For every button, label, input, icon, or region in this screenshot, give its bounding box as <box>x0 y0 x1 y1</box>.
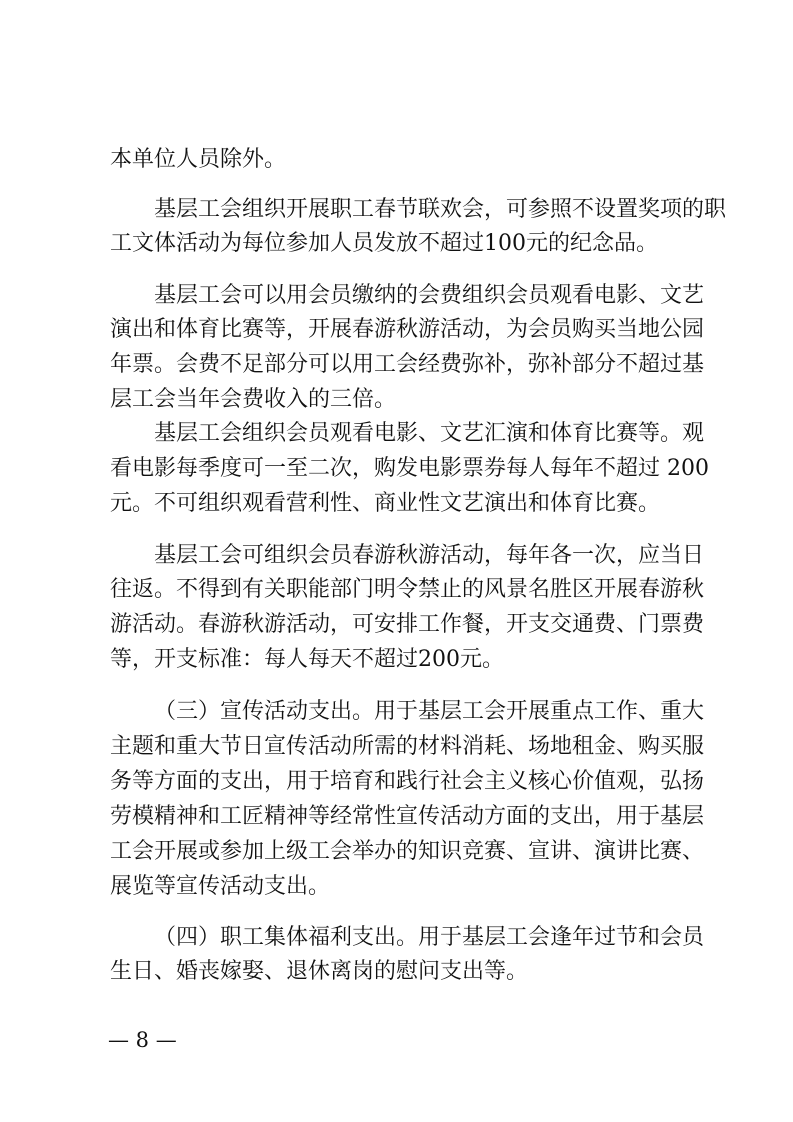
text-line: 展览等宣传活动支出。 <box>110 874 331 899</box>
text-line: 劳模精神和工匠精神等经常性宣传活动方面的支出，用于基层 <box>110 804 705 829</box>
text-line: 基层工会组织开展职工春节联欢会，可参照不设置奖项的职 <box>154 197 727 222</box>
text-line: 务等方面的支出，用于培育和践行社会主义核心价值观，弘扬 <box>110 769 705 794</box>
text-line: 游活动。春游秋游活动，可安排工作餐，开支交通费、门票费 <box>110 612 705 637</box>
text-line: 本单位人员除外。 <box>110 147 287 172</box>
text-line: 层工会当年会费收入的三倍。 <box>110 387 397 412</box>
text-line: 年票。会费不足部分可以用工会经费弥补，弥补部分不超过基 <box>110 352 705 377</box>
text-line: 工文体活动为每位参加人员发放不超过100元的纪念品。 <box>110 231 658 256</box>
text-line: 基层工会可以用会员缴纳的会费组织会员观看电影、文艺 <box>154 283 705 308</box>
page-number: — 8 — <box>108 1028 177 1052</box>
text-line: 等，开支标准：每人每天不超过200元。 <box>110 647 504 672</box>
text-line: 往返。不得到有关职能部门明令禁止的风景名胜区开展春游秋 <box>110 577 705 602</box>
text-line: 主题和重大节日宣传活动所需的材料消耗、场地租金、购买服 <box>110 734 705 759</box>
text-line: 看电影每季度可一至二次，购发电影票券每人每年不超过 200 <box>110 456 709 481</box>
text-line: 工会开展或参加上级工会举办的知识竞赛、宣讲、演讲比赛、 <box>110 839 705 864</box>
text-line: 元。不可组织观看营利性、商业性文艺演出和体育比赛。 <box>110 491 661 516</box>
text-line: （四）职工集体福利支出。用于基层工会逢年过节和会员 <box>154 925 705 950</box>
text-line: （三）宣传活动支出。用于基层工会开展重点工作、重大 <box>154 699 705 724</box>
text-line: 生日、婚丧嫁娶、退休离岗的慰问支出等。 <box>110 959 529 984</box>
text-line: 演出和体育比赛等，开展春游秋游活动，为会员购买当地公园 <box>110 317 705 342</box>
text-line: 基层工会可组织会员春游秋游活动，每年各一次，应当日 <box>154 543 705 568</box>
text-line: 基层工会组织会员观看电影、文艺汇演和体育比赛等。观 <box>154 421 705 446</box>
